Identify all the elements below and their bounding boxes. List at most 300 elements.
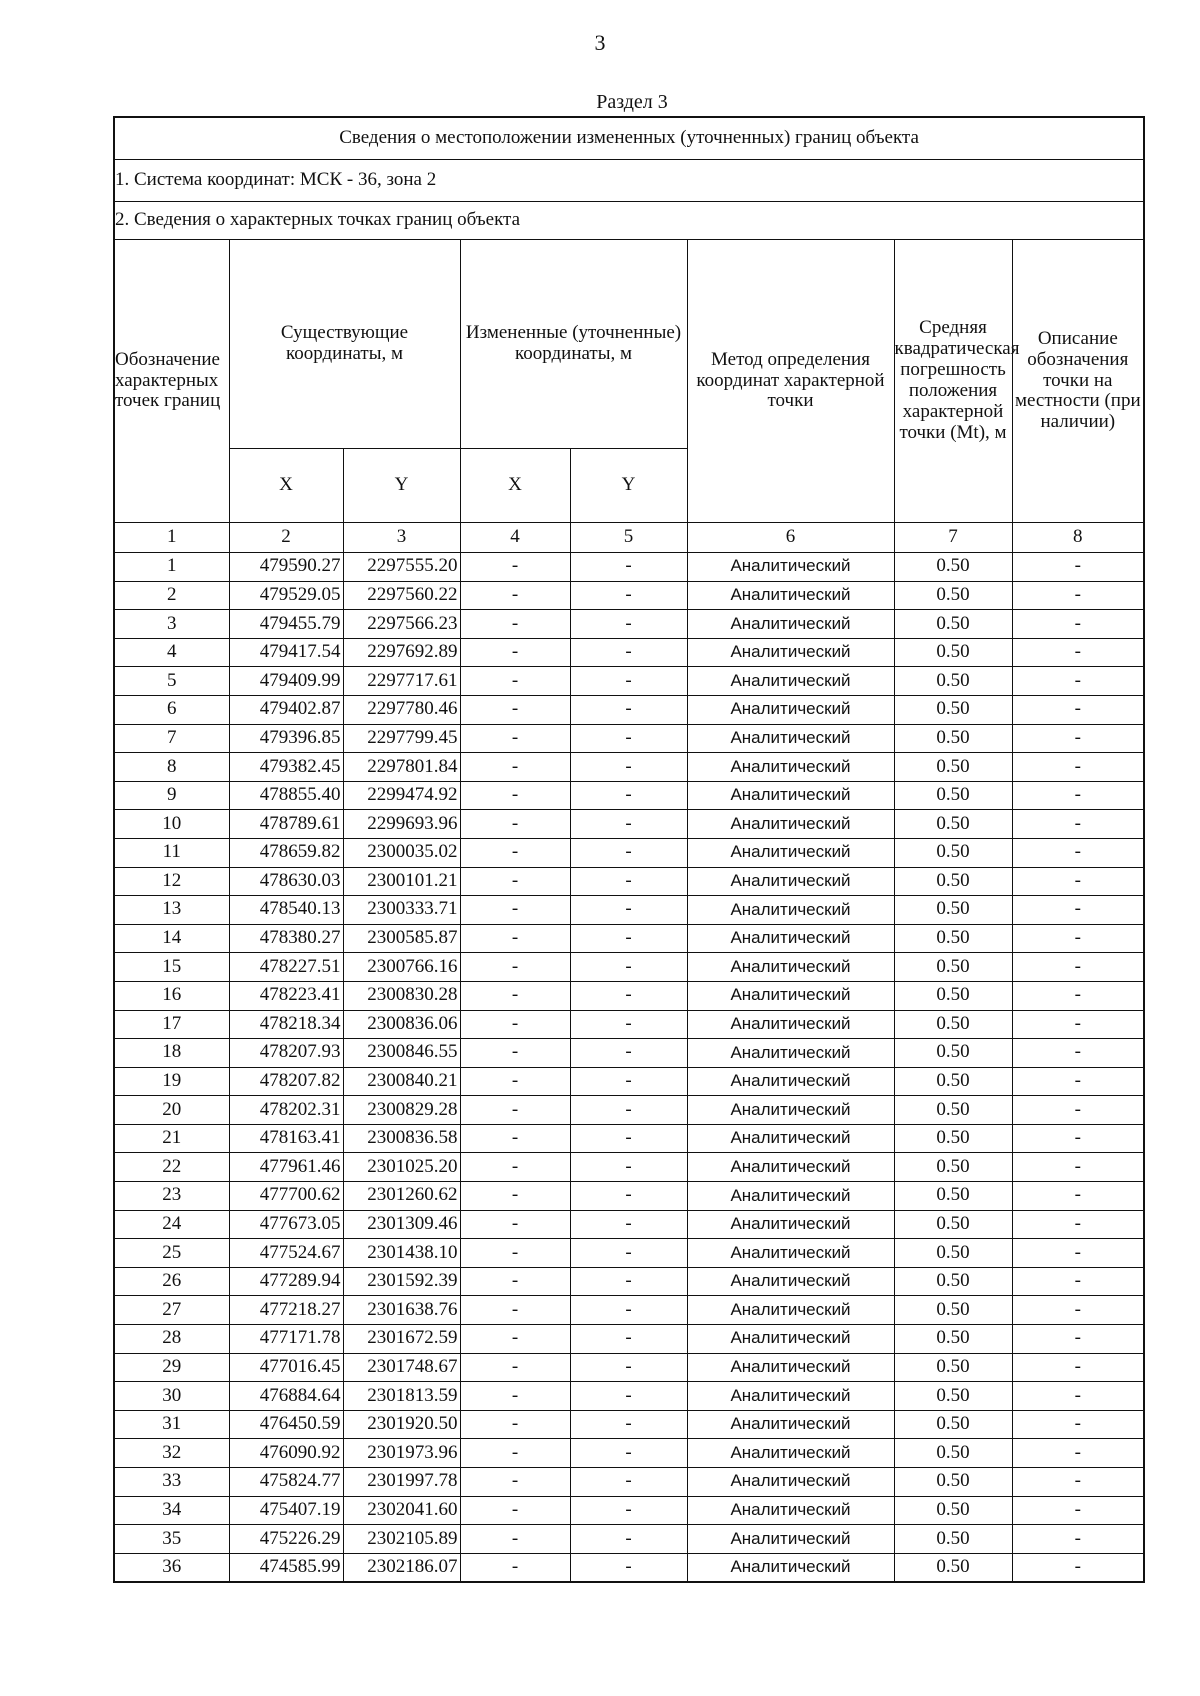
cell-changed-x: - xyxy=(460,1239,570,1268)
cell-existing-y: 2301920.50 xyxy=(343,1410,460,1439)
cell-existing-x: 479590.27 xyxy=(229,553,343,582)
cell-changed-x: - xyxy=(460,667,570,696)
cell-existing-y: 2297560.22 xyxy=(343,581,460,610)
cell-existing-x: 477171.78 xyxy=(229,1325,343,1354)
cell-description: - xyxy=(1012,753,1144,782)
table-row xyxy=(114,1325,1144,1354)
cell-mean-error: 0.50 xyxy=(894,867,1012,896)
table-row xyxy=(114,1067,1144,1096)
cell-existing-y: 2300585.87 xyxy=(343,924,460,953)
cell-method: Аналитический xyxy=(687,924,894,953)
cell-changed-x: - xyxy=(460,695,570,724)
cell-description: - xyxy=(1012,1153,1144,1182)
table-row xyxy=(114,695,1144,724)
cell-mean-error: 0.50 xyxy=(894,1039,1012,1068)
cell-method: Аналитический xyxy=(687,953,894,982)
cell-changed-y: - xyxy=(570,1039,687,1068)
cell-mean-error: 0.50 xyxy=(894,1353,1012,1382)
cell-description: - xyxy=(1012,1525,1144,1554)
table-row xyxy=(114,1553,1144,1582)
cell-existing-y: 2300830.28 xyxy=(343,981,460,1010)
cell-description: - xyxy=(1012,1010,1144,1039)
table-row xyxy=(114,724,1144,753)
cell-method: Аналитический xyxy=(687,1124,894,1153)
cell-changed-y: - xyxy=(570,1067,687,1096)
table-row xyxy=(114,1296,1144,1325)
cell-description: - xyxy=(1012,1039,1144,1068)
cell-existing-y: 2299693.96 xyxy=(343,810,460,839)
cell-existing-y: 2302041.60 xyxy=(343,1496,460,1525)
cell-existing-x: 478630.03 xyxy=(229,867,343,896)
cell-method: Аналитический xyxy=(687,667,894,696)
cell-changed-y: - xyxy=(570,781,687,810)
cell-existing-y: 2301672.59 xyxy=(343,1325,460,1354)
cell-existing-y: 2297801.84 xyxy=(343,753,460,782)
header-existing-coords: Существующие координаты, м xyxy=(229,240,460,449)
cell-existing-x: 475407.19 xyxy=(229,1496,343,1525)
table-row xyxy=(114,638,1144,667)
cell-point-number: 9 xyxy=(114,781,229,810)
cell-mean-error: 0.50 xyxy=(894,581,1012,610)
table-row xyxy=(114,1153,1144,1182)
cell-point-number: 34 xyxy=(114,1496,229,1525)
cell-method: Аналитический xyxy=(687,781,894,810)
cell-description: - xyxy=(1012,1410,1144,1439)
cell-changed-y: - xyxy=(570,724,687,753)
cell-changed-y: - xyxy=(570,1124,687,1153)
cell-mean-error: 0.50 xyxy=(894,667,1012,696)
cell-existing-y: 2301309.46 xyxy=(343,1210,460,1239)
cell-description: - xyxy=(1012,553,1144,582)
cell-mean-error: 0.50 xyxy=(894,1525,1012,1554)
cell-mean-error: 0.50 xyxy=(894,838,1012,867)
cell-existing-x: 476450.59 xyxy=(229,1410,343,1439)
cell-mean-error: 0.50 xyxy=(894,924,1012,953)
column-number: 4 xyxy=(460,523,570,553)
cell-mean-error: 0.50 xyxy=(894,953,1012,982)
cell-changed-y: - xyxy=(570,753,687,782)
cell-changed-y: - xyxy=(570,1553,687,1582)
cell-existing-x: 477524.67 xyxy=(229,1239,343,1268)
cell-existing-x: 478659.82 xyxy=(229,838,343,867)
cell-point-number: 8 xyxy=(114,753,229,782)
cell-method: Аналитический xyxy=(687,1010,894,1039)
cell-method: Аналитический xyxy=(687,838,894,867)
table-row xyxy=(114,1096,1144,1125)
page-number: 3 xyxy=(594,30,606,55)
table-row xyxy=(114,981,1144,1010)
cell-method: Аналитический xyxy=(687,638,894,667)
cell-existing-x: 478789.61 xyxy=(229,810,343,839)
table-title: Сведения о местоположении измененных (уточненных) границ объекта xyxy=(114,117,1144,160)
table-row xyxy=(114,953,1144,982)
cell-description: - xyxy=(1012,1096,1144,1125)
cell-point-number: 36 xyxy=(114,1553,229,1582)
cell-point-number: 1 xyxy=(114,553,229,582)
cell-changed-y: - xyxy=(570,638,687,667)
cell-mean-error: 0.50 xyxy=(894,1210,1012,1239)
cell-existing-y: 2302105.89 xyxy=(343,1525,460,1554)
cell-point-number: 33 xyxy=(114,1468,229,1497)
cell-mean-error: 0.50 xyxy=(894,1296,1012,1325)
cell-changed-x: - xyxy=(460,1410,570,1439)
cell-description: - xyxy=(1012,1182,1144,1211)
cell-existing-y: 2301748.67 xyxy=(343,1353,460,1382)
cell-method: Аналитический xyxy=(687,1525,894,1554)
cell-method: Аналитический xyxy=(687,1096,894,1125)
cell-point-number: 19 xyxy=(114,1067,229,1096)
cell-existing-x: 478540.13 xyxy=(229,896,343,925)
cell-existing-y: 2301997.78 xyxy=(343,1468,460,1497)
cell-changed-x: - xyxy=(460,1325,570,1354)
cell-changed-y: - xyxy=(570,610,687,639)
cell-existing-x: 476884.64 xyxy=(229,1382,343,1411)
table-row xyxy=(114,896,1144,925)
cell-existing-x: 479409.99 xyxy=(229,667,343,696)
cell-changed-y: - xyxy=(570,1468,687,1497)
cell-changed-x: - xyxy=(460,1525,570,1554)
table-row xyxy=(114,810,1144,839)
table-row xyxy=(114,867,1144,896)
header-designation: Обозначение характерных точек границ xyxy=(114,240,229,523)
cell-method: Аналитический xyxy=(687,753,894,782)
cell-description: - xyxy=(1012,1067,1144,1096)
table-row xyxy=(114,753,1144,782)
header-changed-coords: Измененные (уточненные) координаты, м xyxy=(460,240,687,449)
cell-description: - xyxy=(1012,1553,1144,1582)
cell-changed-x: - xyxy=(460,867,570,896)
cell-mean-error: 0.50 xyxy=(894,553,1012,582)
cell-method: Аналитический xyxy=(687,1325,894,1354)
cell-point-number: 13 xyxy=(114,896,229,925)
cell-description: - xyxy=(1012,1124,1144,1153)
header-description: Описание обозначения точки на местности (при наличии) xyxy=(1012,240,1144,523)
cell-existing-x: 478380.27 xyxy=(229,924,343,953)
boundary-points-table xyxy=(113,116,1145,1583)
cell-mean-error: 0.50 xyxy=(894,1153,1012,1182)
cell-changed-y: - xyxy=(570,896,687,925)
cell-existing-y: 2302186.07 xyxy=(343,1553,460,1582)
cell-changed-x: - xyxy=(460,1124,570,1153)
cell-existing-y: 2300333.71 xyxy=(343,896,460,925)
cell-description: - xyxy=(1012,1468,1144,1497)
cell-changed-y: - xyxy=(570,1010,687,1039)
cell-mean-error: 0.50 xyxy=(894,1239,1012,1268)
cell-changed-x: - xyxy=(460,981,570,1010)
cell-changed-x: - xyxy=(460,1553,570,1582)
cell-point-number: 28 xyxy=(114,1325,229,1354)
table-row xyxy=(114,610,1144,639)
cell-existing-x: 477961.46 xyxy=(229,1153,343,1182)
cell-point-number: 22 xyxy=(114,1153,229,1182)
cell-point-number: 31 xyxy=(114,1410,229,1439)
cell-changed-y: - xyxy=(570,953,687,982)
cell-description: - xyxy=(1012,667,1144,696)
cell-existing-y: 2297555.20 xyxy=(343,553,460,582)
header-method: Метод определения координат характерной точки xyxy=(687,240,894,523)
cell-changed-x: - xyxy=(460,1153,570,1182)
cell-existing-y: 2300840.21 xyxy=(343,1067,460,1096)
table-row xyxy=(114,1525,1144,1554)
cell-existing-x: 478207.93 xyxy=(229,1039,343,1068)
cell-existing-x: 474585.99 xyxy=(229,1553,343,1582)
cell-mean-error: 0.50 xyxy=(894,1496,1012,1525)
cell-method: Аналитический xyxy=(687,1382,894,1411)
table-row xyxy=(114,667,1144,696)
coordinate-system: 1. Система координат: МСК - 36, зона 2 xyxy=(114,160,1144,202)
header-existing-x: X xyxy=(229,449,343,523)
cell-method: Аналитический xyxy=(687,1296,894,1325)
cell-existing-y: 2300829.28 xyxy=(343,1096,460,1125)
cell-changed-x: - xyxy=(460,1096,570,1125)
cell-existing-y: 2300846.55 xyxy=(343,1039,460,1068)
cell-changed-y: - xyxy=(570,1182,687,1211)
cell-point-number: 15 xyxy=(114,953,229,982)
cell-mean-error: 0.50 xyxy=(894,1410,1012,1439)
column-number: 3 xyxy=(343,523,460,553)
cell-point-number: 10 xyxy=(114,810,229,839)
cell-description: - xyxy=(1012,981,1144,1010)
cell-changed-x: - xyxy=(460,1039,570,1068)
section-label: Раздел 3 xyxy=(596,91,668,113)
cell-existing-x: 478207.82 xyxy=(229,1067,343,1096)
cell-existing-y: 2299474.92 xyxy=(343,781,460,810)
cell-method: Аналитический xyxy=(687,1410,894,1439)
table-row xyxy=(114,1267,1144,1296)
cell-mean-error: 0.50 xyxy=(894,1468,1012,1497)
table-row xyxy=(114,1124,1144,1153)
cell-existing-y: 2300101.21 xyxy=(343,867,460,896)
cell-changed-x: - xyxy=(460,724,570,753)
cell-description: - xyxy=(1012,781,1144,810)
cell-point-number: 24 xyxy=(114,1210,229,1239)
cell-method: Аналитический xyxy=(687,1468,894,1497)
cell-mean-error: 0.50 xyxy=(894,638,1012,667)
cell-existing-x: 479455.79 xyxy=(229,610,343,639)
cell-changed-y: - xyxy=(570,1096,687,1125)
cell-changed-y: - xyxy=(570,1410,687,1439)
column-number: 8 xyxy=(1012,523,1144,553)
cell-point-number: 35 xyxy=(114,1525,229,1554)
cell-description: - xyxy=(1012,1210,1144,1239)
cell-method: Аналитический xyxy=(687,1553,894,1582)
cell-point-number: 14 xyxy=(114,924,229,953)
cell-mean-error: 0.50 xyxy=(894,1382,1012,1411)
cell-changed-x: - xyxy=(460,1353,570,1382)
cell-point-number: 20 xyxy=(114,1096,229,1125)
cell-changed-y: - xyxy=(570,1382,687,1411)
cell-method: Аналитический xyxy=(687,610,894,639)
cell-changed-y: - xyxy=(570,838,687,867)
cell-description: - xyxy=(1012,610,1144,639)
cell-existing-x: 477673.05 xyxy=(229,1210,343,1239)
cell-existing-x: 477218.27 xyxy=(229,1296,343,1325)
cell-existing-y: 2297717.61 xyxy=(343,667,460,696)
cell-existing-y: 2301638.76 xyxy=(343,1296,460,1325)
table-row xyxy=(114,553,1144,582)
cell-method: Аналитический xyxy=(687,1210,894,1239)
cell-point-number: 30 xyxy=(114,1382,229,1411)
cell-changed-x: - xyxy=(460,1067,570,1096)
cell-existing-x: 478202.31 xyxy=(229,1096,343,1125)
cell-method: Аналитический xyxy=(687,581,894,610)
cell-mean-error: 0.50 xyxy=(894,753,1012,782)
cell-existing-y: 2297780.46 xyxy=(343,695,460,724)
table-row xyxy=(114,838,1144,867)
cell-method: Аналитический xyxy=(687,1353,894,1382)
cell-changed-y: - xyxy=(570,1296,687,1325)
cell-changed-x: - xyxy=(460,1010,570,1039)
table-row xyxy=(114,1010,1144,1039)
cell-method: Аналитический xyxy=(687,867,894,896)
points-heading: 2. Сведения о характерных точках границ объекта xyxy=(114,202,1144,240)
cell-point-number: 17 xyxy=(114,1010,229,1039)
cell-method: Аналитический xyxy=(687,1239,894,1268)
cell-point-number: 5 xyxy=(114,667,229,696)
cell-point-number: 2 xyxy=(114,581,229,610)
cell-mean-error: 0.50 xyxy=(894,1267,1012,1296)
table-row xyxy=(114,781,1144,810)
cell-existing-x: 478227.51 xyxy=(229,953,343,982)
table-row xyxy=(114,1353,1144,1382)
cell-existing-x: 476090.92 xyxy=(229,1439,343,1468)
table-row xyxy=(114,1239,1144,1268)
cell-changed-x: - xyxy=(460,1267,570,1296)
cell-point-number: 26 xyxy=(114,1267,229,1296)
cell-changed-y: - xyxy=(570,924,687,953)
cell-existing-y: 2297566.23 xyxy=(343,610,460,639)
cell-existing-y: 2300836.58 xyxy=(343,1124,460,1153)
cell-mean-error: 0.50 xyxy=(894,1124,1012,1153)
cell-description: - xyxy=(1012,810,1144,839)
cell-mean-error: 0.50 xyxy=(894,1182,1012,1211)
cell-changed-y: - xyxy=(570,581,687,610)
cell-changed-y: - xyxy=(570,1353,687,1382)
cell-existing-x: 478223.41 xyxy=(229,981,343,1010)
cell-point-number: 11 xyxy=(114,838,229,867)
cell-changed-x: - xyxy=(460,1468,570,1497)
cell-description: - xyxy=(1012,867,1144,896)
cell-mean-error: 0.50 xyxy=(894,695,1012,724)
cell-method: Аналитический xyxy=(687,810,894,839)
cell-changed-y: - xyxy=(570,810,687,839)
cell-description: - xyxy=(1012,838,1144,867)
cell-method: Аналитический xyxy=(687,1039,894,1068)
cell-changed-x: - xyxy=(460,1210,570,1239)
cell-changed-x: - xyxy=(460,781,570,810)
cell-point-number: 32 xyxy=(114,1439,229,1468)
cell-method: Аналитический xyxy=(687,1496,894,1525)
cell-description: - xyxy=(1012,1296,1144,1325)
cell-existing-x: 475226.29 xyxy=(229,1525,343,1554)
column-number: 2 xyxy=(229,523,343,553)
cell-changed-x: - xyxy=(460,1439,570,1468)
cell-existing-y: 2297692.89 xyxy=(343,638,460,667)
cell-method: Аналитический xyxy=(687,724,894,753)
cell-description: - xyxy=(1012,1439,1144,1468)
cell-point-number: 18 xyxy=(114,1039,229,1068)
header-mean-error: Средняя квадратическая погрешность положения характерной точки (Mt), м xyxy=(894,240,1012,523)
cell-mean-error: 0.50 xyxy=(894,1439,1012,1468)
cell-changed-y: - xyxy=(570,1439,687,1468)
cell-existing-x: 477016.45 xyxy=(229,1353,343,1382)
cell-changed-y: - xyxy=(570,1267,687,1296)
cell-existing-x: 479396.85 xyxy=(229,724,343,753)
cell-changed-y: - xyxy=(570,1525,687,1554)
cell-existing-y: 2300836.06 xyxy=(343,1010,460,1039)
cell-existing-y: 2301973.96 xyxy=(343,1439,460,1468)
cell-description: - xyxy=(1012,953,1144,982)
cell-description: - xyxy=(1012,1239,1144,1268)
cell-existing-x: 479402.87 xyxy=(229,695,343,724)
table-row xyxy=(114,1182,1144,1211)
cell-method: Аналитический xyxy=(687,1267,894,1296)
cell-point-number: 4 xyxy=(114,638,229,667)
cell-description: - xyxy=(1012,1382,1144,1411)
cell-method: Аналитический xyxy=(687,1182,894,1211)
cell-changed-y: - xyxy=(570,1239,687,1268)
cell-point-number: 25 xyxy=(114,1239,229,1268)
cell-method: Аналитический xyxy=(687,896,894,925)
cell-existing-x: 479529.05 xyxy=(229,581,343,610)
cell-changed-y: - xyxy=(570,1325,687,1354)
cell-method: Аналитический xyxy=(687,1153,894,1182)
cell-existing-x: 478163.41 xyxy=(229,1124,343,1153)
cell-point-number: 7 xyxy=(114,724,229,753)
cell-mean-error: 0.50 xyxy=(894,610,1012,639)
cell-mean-error: 0.50 xyxy=(894,896,1012,925)
table-row xyxy=(114,1382,1144,1411)
cell-description: - xyxy=(1012,724,1144,753)
cell-existing-y: 2301592.39 xyxy=(343,1267,460,1296)
cell-point-number: 27 xyxy=(114,1296,229,1325)
cell-point-number: 12 xyxy=(114,867,229,896)
cell-mean-error: 0.50 xyxy=(894,1553,1012,1582)
cell-mean-error: 0.50 xyxy=(894,1010,1012,1039)
table-row xyxy=(114,581,1144,610)
cell-point-number: 16 xyxy=(114,981,229,1010)
cell-changed-x: - xyxy=(460,1496,570,1525)
cell-changed-y: - xyxy=(570,1210,687,1239)
cell-changed-x: - xyxy=(460,1382,570,1411)
cell-description: - xyxy=(1012,695,1144,724)
table-row xyxy=(114,1468,1144,1497)
cell-existing-x: 478855.40 xyxy=(229,781,343,810)
cell-changed-x: - xyxy=(460,1296,570,1325)
cell-existing-x: 479417.54 xyxy=(229,638,343,667)
table-row xyxy=(114,924,1144,953)
header-changed-y: Y xyxy=(570,449,687,523)
cell-description: - xyxy=(1012,896,1144,925)
cell-changed-x: - xyxy=(460,1182,570,1211)
cell-mean-error: 0.50 xyxy=(894,810,1012,839)
cell-existing-x: 478218.34 xyxy=(229,1010,343,1039)
cell-existing-y: 2301260.62 xyxy=(343,1182,460,1211)
cell-mean-error: 0.50 xyxy=(894,981,1012,1010)
cell-existing-y: 2301438.10 xyxy=(343,1239,460,1268)
header-changed-x: X xyxy=(460,449,570,523)
cell-description: - xyxy=(1012,1496,1144,1525)
cell-method: Аналитический xyxy=(687,695,894,724)
column-number: 7 xyxy=(894,523,1012,553)
cell-existing-y: 2297799.45 xyxy=(343,724,460,753)
cell-changed-x: - xyxy=(460,838,570,867)
cell-changed-x: - xyxy=(460,753,570,782)
cell-changed-y: - xyxy=(570,981,687,1010)
cell-description: - xyxy=(1012,924,1144,953)
cell-changed-y: - xyxy=(570,1496,687,1525)
cell-point-number: 6 xyxy=(114,695,229,724)
